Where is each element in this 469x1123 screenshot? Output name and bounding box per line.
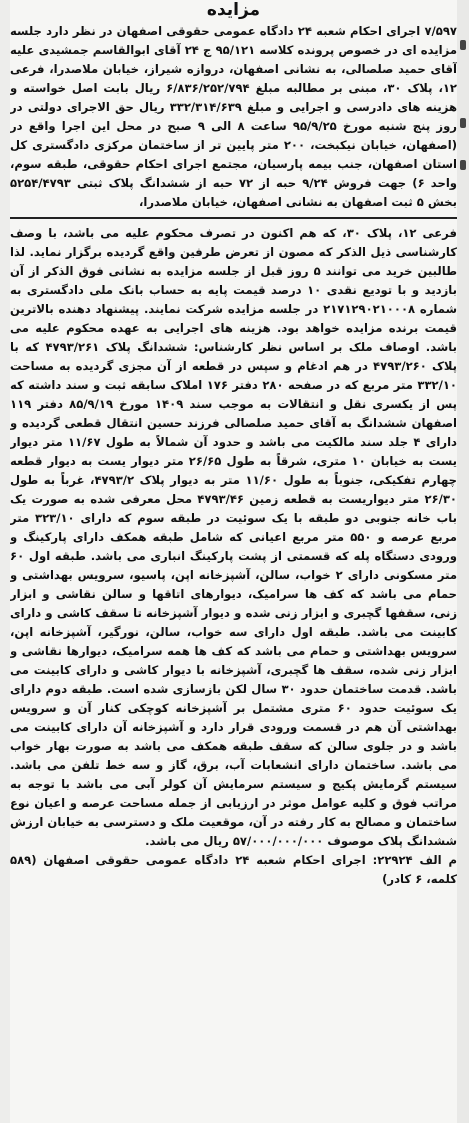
auction-notice bbox=[10, 0, 457, 1123]
notice-paragraph-details: فرعی ۱۲، پلاک ۳۰، که هم اکنون در تصرف محکوم علیه می باشد، با وصف کارشناسی ذیل الذکر که مصون از تعرض طرفین واقع گردیده برگزار نماید. لذا طالبین خرید می توانند ۵ روز قبل از جلسه مزایده به نشانی فوق الذکر از آن بازدید و با تودیع نقدی ۱۰ درصد قیمت پایه به حساب بانک ملی دادگستری به شماره ۲۱۷۱۲۹۰۲۱۰۰۰۸ در جلسه مزایده شرکت نمایند. پیشنهاد دهنده بالاترین قیمت برنده مزایده خواهد بود. هزینه های اجرایی به عهده محکوم علیه می باشد. اوصاف ملک بر اساس نظر کارشناس: ششدانگ پلاک ۴۷۹۳/۲۶۱ که با پلاک ۴۷۹۳/۲۶۰ در هم ادغام و سپس در قطعه از آن مجزی گردیده به مساحت ۳۳۲/۱۰ متر مربع که در صفحه ۲۸۰ دفتر ۱۷۶ املاک سابقه ثبت و سند داشته که پس از یکسری نقل و انتقالات به موجب سند ۱۴۰۹ مورخ ۸۵/۹/۱۹ دفتر ۱۱۹ اصفهان ششدانگ به آقای حمید صلصالی فرزند حسین انتقال قطعی گردیده و دارای ۴ جلد سند مالکیت می باشد و حدود آن شمالاً به طول ۱۱/۶۷ متر دیوار یست به خیابان ۱۰ متری، شرقاً به طول ۲۶/۶۵ متر دیوار یست به دیوار قطعه چهارم تفکیکی، جنوباً به طول ۱۱/۶۰ متر به دیوار پلاک ۴۷۹۳/۲، غرباً به طول ۲۶/۳۰ متر دیواریست به قطعه زمین ۴۷۹۳/۴۶ محل معرفی شده به صورت یک باب خانه جنوبی دو طبقه با یک سوئیت در طبقه سوم که دارای ۳۲۳/۱۰ متر مربع عرصه و ۵۵۰ متر مربع اعیانی که شامل طبقه همکف دارای پارکینگ و ورودی دستگاه پله که قسمتی از پشت پارکینگ انباری می باشد. طبقه اول ۶۰ متر مسکونی دارای ۲ خواب، سالن، آشپزخانه اپن، پاسیو، سرویس بهداشتی و حمام می باشد که کف ها سرامیک، دیوارهای اتاقها و سالن نقاشی و ابزار زنی، سقفها گچبری و ابزار زنی شده و دیوار آشپزخانه تا سقف کاشی و دارای کابینت می باشد. طبقه اول دارای سه خواب، سالن، نورگیر، آشپزخانه اپن، سرویس بهداشتی و حمام می باشد که کف ها همه سرامیک، دیوارها نقاشی و ابزار زنی شده، سقف ها گچبری، آشپزخانه با دیوار کاشی و دارای کابینت می باشد. قدمت ساختمان حدود ۳۰ سال لکن بازسازی شده است. طبقه دوم دارای یک سوئیت حدود ۶۰ متری مشتمل بر آشپزخانه کوچکی کنار آن و سرویس بهداشتی آن هم در قسمت ورودی قرار دارد و آشپزخانه آن دارای کابینت می باشد و در جلوی سالن که سقف طبقه همکف می باشد به صورت بهار خواب می باشد. ساختمان دارای انشعابات آب، برق، گاز و سه خط تلفن می باشد. سیستم گرمایش پکیج و سیستم سرمایش آن کولر آبی می باشد با توجه به مراتب فوق و کلیه عوامل موثر در ارزیابی از جمله مساحت عرصه و اعیان نوع ساختمان و مصالح به کار رفته در آن، موقعیت ملک و دسترسی به خیابان ارزش ششدانگ پلاک موصوف ۵۷/۰۰۰/۰۰۰/۰۰۰ ریال می باشد. bbox=[10, 226, 457, 848]
right-margin-strip bbox=[457, 0, 469, 1123]
left-margin-strip bbox=[0, 0, 10, 1123]
notice-title: مزایده bbox=[206, 0, 261, 20]
margin-mark bbox=[460, 118, 466, 128]
notice-footer: م الف ۲۲۹۲۴: اجرای احکام شعبه ۲۴ دادگاه عمومی حقوقی اصفهان (۵۸۹ کلمه، ۶ کادر) bbox=[10, 853, 457, 886]
notice-paragraph-intro: ۷/۵۹۷ اجرای احکام شعبه ۲۴ دادگاه عمومی حقوقی اصفهان در نظر دارد جلسه مزایده ای در خصوص پرونده کلاسه ۹۵/۱۲۱ ج ۲۴ آقای ابوالقاسم جمشیدی علیه آقای حمید صلصالی، به نشانی اصفهان، دروازه شیراز، خیابان ملاصدرا، فرعی ۱۲، پلاک ۳۰، مبنی بر مطالبه مبلغ ۶/۸۳۶/۲۵۲/۷۹۴ ریال بابت اصل خواسته و هزینه های دادرسی و اجرایی و مبلغ ۳۳۲/۳۱۴/۶۳۹ ریال حق الاجرای دولتی در روز پنج شنبه مورخ ۹۵/۹/۲۵ ساعت ۸ الی ۹ صبح در محل این اجرا واقع در (اصفهان، خیابان نیکبخت، ۲۰۰ متر پایین تر از ساختمان مرکزی دادگستری کل استان اصفهان، جنب بیمه پارسیان، مجتمع اجرای احکام حقوقی، طبقه سوم، واحد ۶) جهت فروش ۹/۲۴ حبه از ۷۲ حبه از ششدانگ پلاک ثبتی ۵۲۵۴/۴۷۹۳ بخش ۵ ثبت اصفهان به نشانی اصفهان، خیابان ملاصدرا، bbox=[10, 24, 457, 209]
margin-mark bbox=[460, 40, 466, 50]
divider-rule bbox=[10, 217, 457, 219]
margin-mark bbox=[460, 160, 466, 170]
